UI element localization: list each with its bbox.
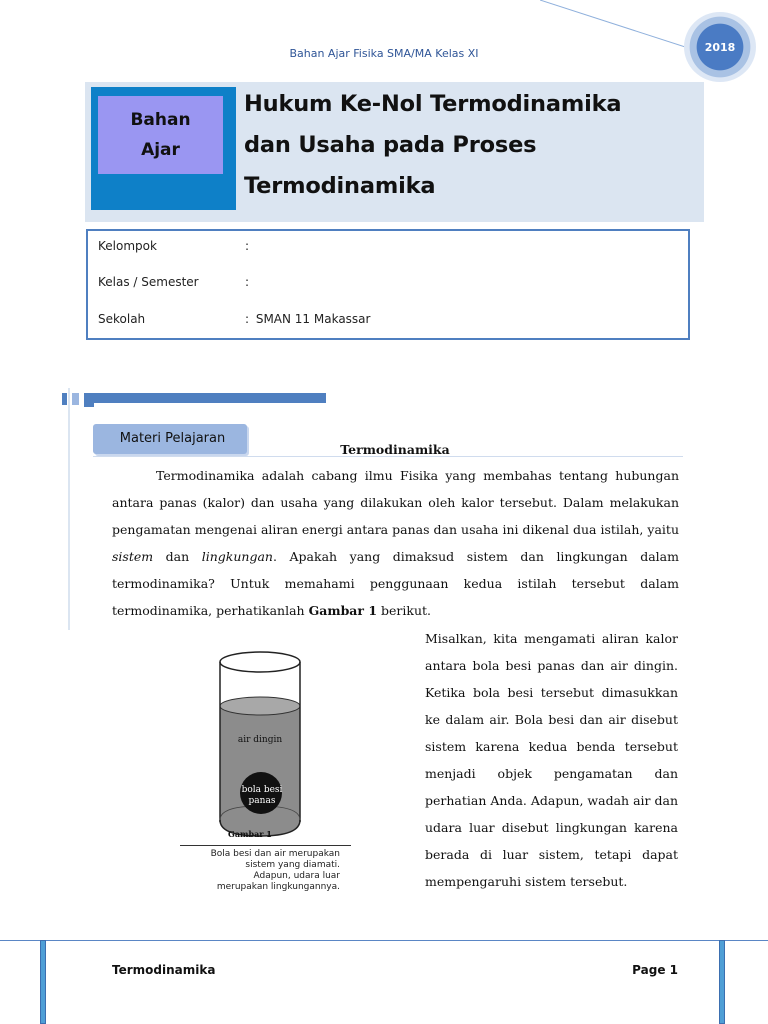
identity-label: Kelompok [98, 239, 157, 253]
figure-caption-title: Gambar 1 [228, 829, 272, 839]
footer-left-bar [40, 940, 46, 1024]
badge-line-2: Ajar [141, 140, 180, 160]
water-label: air dingin [237, 735, 283, 745]
identity-colon: : [245, 275, 250, 289]
caption-line: Bola besi dan air merupakan [210, 849, 340, 859]
identity-label: Kelas / Semester [98, 275, 199, 289]
title-line-1: Hukum Ke-Nol Termodinamika [244, 91, 622, 117]
identity-colon: : [245, 239, 250, 253]
explanation-paragraph: Misalkan, kita mengamati aliran kalor antara bola besi panas dan air dingin. Ketika bola besi tersebut dimasukkan ke dalam air. Bola besi dan air disebut sistem karena kedua benda tersebut menjadi objek pengamatan dan perhatian Anda. Adapun, wadah air dan udara luar disebut lingkungan karena berada di luar sistem, tetapi dapat mempengaruhi sistem tersebut. [425, 631, 678, 889]
caption-line: sistem yang diamati. [245, 860, 340, 870]
ribbon-vertical-line [68, 388, 70, 630]
ball-label-2: panas [248, 796, 276, 806]
identity-row-kelompok [98, 239, 250, 253]
title-line-2: dan Usaha pada Proses [244, 132, 537, 158]
bahan-ajar-badge [98, 96, 223, 174]
identity-value: SMAN 11 Makassar [255, 312, 371, 326]
section-heading: Termodinamika [340, 442, 450, 457]
year-text: 2018 [704, 40, 736, 54]
page-title [244, 84, 694, 207]
footer-right-bar [719, 940, 725, 1024]
page-number: Page 1 [632, 963, 678, 977]
ball-label-1: bola besi [241, 785, 283, 795]
running-header: Bahan Ajar Fisika SMA/MA Kelas XI [289, 47, 479, 60]
figure-caption [190, 849, 340, 893]
beaker-water-surface [220, 697, 300, 715]
ribbon-block [62, 393, 67, 405]
intro-paragraph: Termodinamika adalah cabang ilmu Fisika yang membahas tentang hubungan antara panas (kalor) dan usaha yang dilakukan oleh kalor tersebut. Dalam melakukan pengamatan mengenai aliran energi antara panas dan usaha ini dikenal dua istilah, yaitu sistem dan lingkungan. Apakah yang dimaksud sistem dan lingkungan dalam termodinamika? Untuk memahami penggunaan kedua istilah tersebut dalam termodinamika, perhatikanlah Gambar 1 berikut. [112, 468, 679, 618]
title-line-3: Termodinamika [244, 173, 436, 199]
beaker-rim [220, 652, 300, 672]
identity-row-kelas [98, 275, 250, 289]
identity-label: Sekolah [98, 312, 146, 326]
section-tab-label: Materi Pelajaran [119, 431, 226, 446]
badge-line-1: Bahan [130, 110, 191, 130]
ribbon-bar [86, 393, 326, 403]
caption-line: merupakan lingkungannya. [216, 882, 340, 892]
identity-row-sekolah [98, 312, 371, 326]
beaker-water [220, 706, 300, 836]
footer-title: Termodinamika [112, 963, 216, 977]
identity-box [86, 229, 690, 340]
footer-rule [0, 940, 768, 941]
ribbon-block [72, 393, 79, 405]
caption-line: Adapun, udara luar [253, 871, 340, 881]
identity-colon: : [245, 312, 250, 326]
figure-caption-rule [180, 845, 351, 846]
